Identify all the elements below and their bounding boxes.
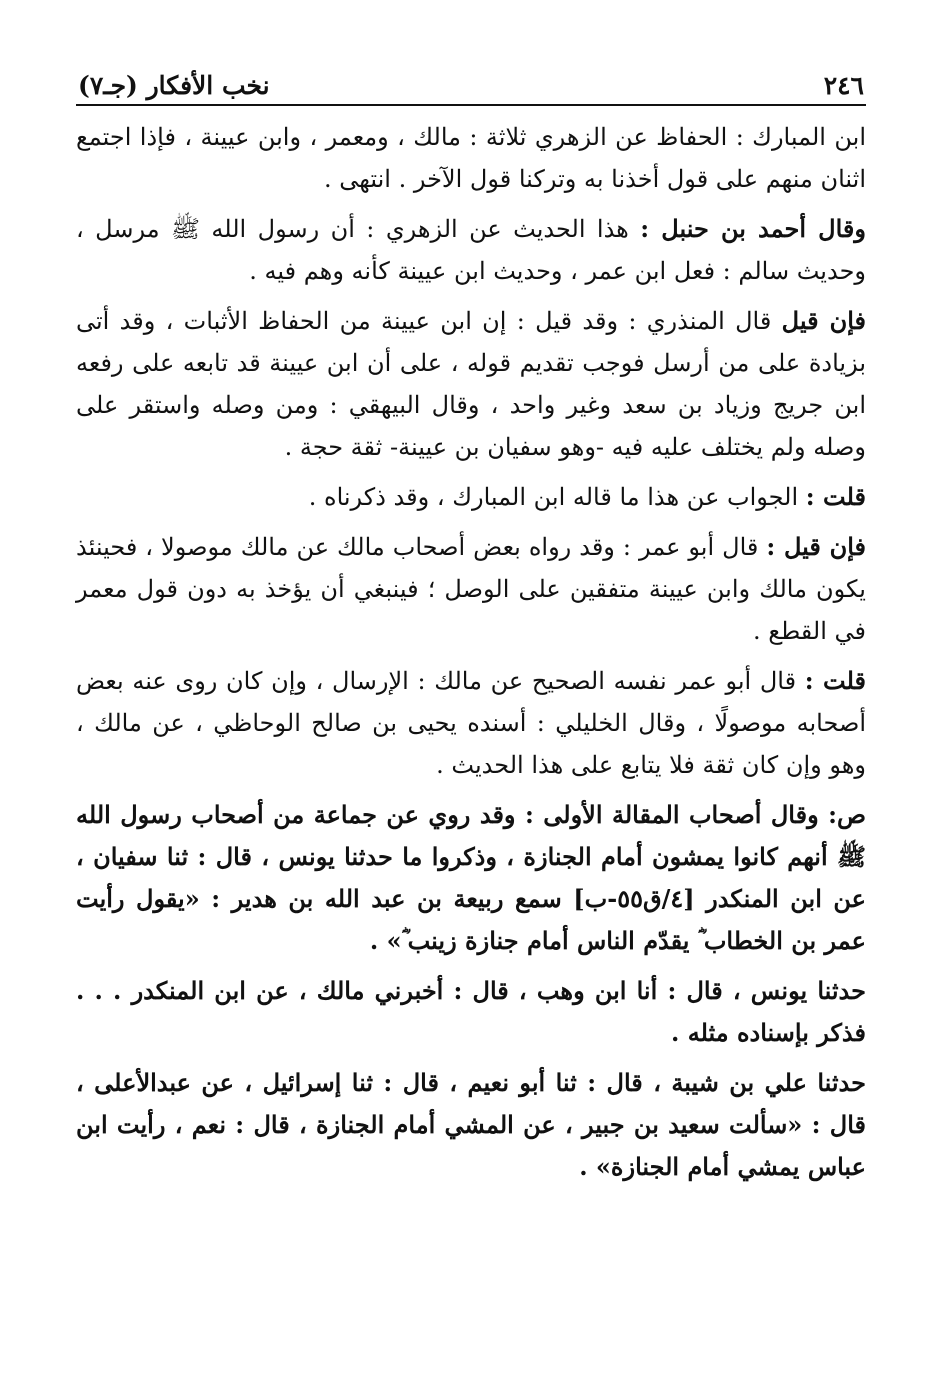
paragraph — [76, 208, 866, 292]
paragraph-lead: وقال أحمد بن حنبل : — [640, 214, 866, 243]
paragraph-text: قال أبو عمر نفسه الصحيح عن مالك : الإرسال ، وإن كان روى عنه بعض أصحابه موصولًا ، وقال الخليلي : أسنده يحيى بن صالح الوحاظي ، عن مالك ، وهو وإن كان ثقة فلا يتابع على هذا الحديث . — [76, 667, 866, 779]
paragraph — [76, 970, 866, 1054]
paragraph — [76, 794, 866, 962]
book-title: نخب الأفكار (جـ٧) — [78, 71, 270, 100]
paragraph-text: قال أبو عمر : وقد رواه بعض أصحاب مالك عن مالك موصولا ، فحينئذ يكون مالك وابن عيينة متفقين على الوصل ؛ فينبغي أن يؤخذ به دون قول معمر في القطع . — [76, 533, 866, 645]
paragraph — [76, 526, 866, 652]
paragraph — [76, 660, 866, 786]
paragraph-text: وقال أصحاب المقالة الأولى : وقد روي عن جماعة من أصحاب رسول الله ﷺ أنهم كانوا يمشون أمام الجنازة ، وذكروا ما حدثنا يونس ، قال : ثنا سفيان ، عن ابن المنكدر [٤/ق٥٥-ب] سمع ربيعة بن عبد الله بن هدير : «يقول رأيت عمر بن الخطاب ؓ يقدّم الناس أمام جنازة زينب ؓ» . — [76, 800, 867, 955]
paragraph-text: الجواب عن هذا ما قاله ابن المبارك ، وقد ذكرناه . — [308, 483, 799, 511]
paragraph-lead: قلت : — [804, 666, 867, 695]
paragraph-text: حدثنا يونس ، قال : أنا ابن وهب ، قال : أخبرني مالك ، عن ابن المنكدر . . . فذكر بإسناده مثله . — [76, 976, 866, 1047]
paragraph-lead: فإن قيل : — [766, 532, 866, 561]
paragraph-lead: فإن قيل — [781, 306, 866, 335]
paragraph-lead: قلت : — [805, 482, 866, 511]
header-rule — [76, 104, 866, 106]
paragraph-text: هذا الحديث عن الزهري : أن رسول الله ﷺ مرسل ، وحديث سالم : فعل ابن عمر ، وحديث ابن عيينة كأنه وهم فيه . — [76, 215, 866, 285]
paragraph — [76, 300, 866, 468]
paragraph — [76, 116, 866, 200]
book-page — [76, 64, 866, 1196]
paragraph-text: قال المنذري : وقد قيل : إن ابن عيينة من الحفاظ الأثبات ، وقد أتى بزيادة على من أرسل فوجب تقديم قوله ، على أن ابن عيينة قد تابعه على رفعه ابن جريج وزياد بن سعد وغير واحد ، وقال البيهقي : ومن وصله واستقر على وصله ولم يختلف عليه فيه -وهو سفيان بن عيينة- ثقة حجة . — [76, 307, 866, 461]
paragraph — [76, 476, 866, 518]
paragraph-text: ابن المبارك : الحفاظ عن الزهري ثلاثة : مالك ، ومعمر ، وابن عيينة ، فإذا اجتمع اثنان منهم على قول أخذنا به وتركنا قول الآخر . انتهى . — [76, 123, 866, 193]
page-header — [76, 64, 866, 100]
paragraph-text: حدثنا علي بن شيبة ، قال : ثنا أبو نعيم ، قال : ثنا إسرائيل ، عن عبدالأعلى ، قال : «سألت سعيد بن جبير ، عن المشي أمام الجنازة ، قال : نعم ، رأيت ابن عباس يمشي أمام الجنازة» . — [76, 1068, 866, 1181]
page-number: ٢٤٦ — [823, 71, 864, 100]
paragraph — [76, 1062, 866, 1188]
page-body — [76, 116, 866, 1188]
paragraph-lead: ص: — [828, 800, 866, 829]
